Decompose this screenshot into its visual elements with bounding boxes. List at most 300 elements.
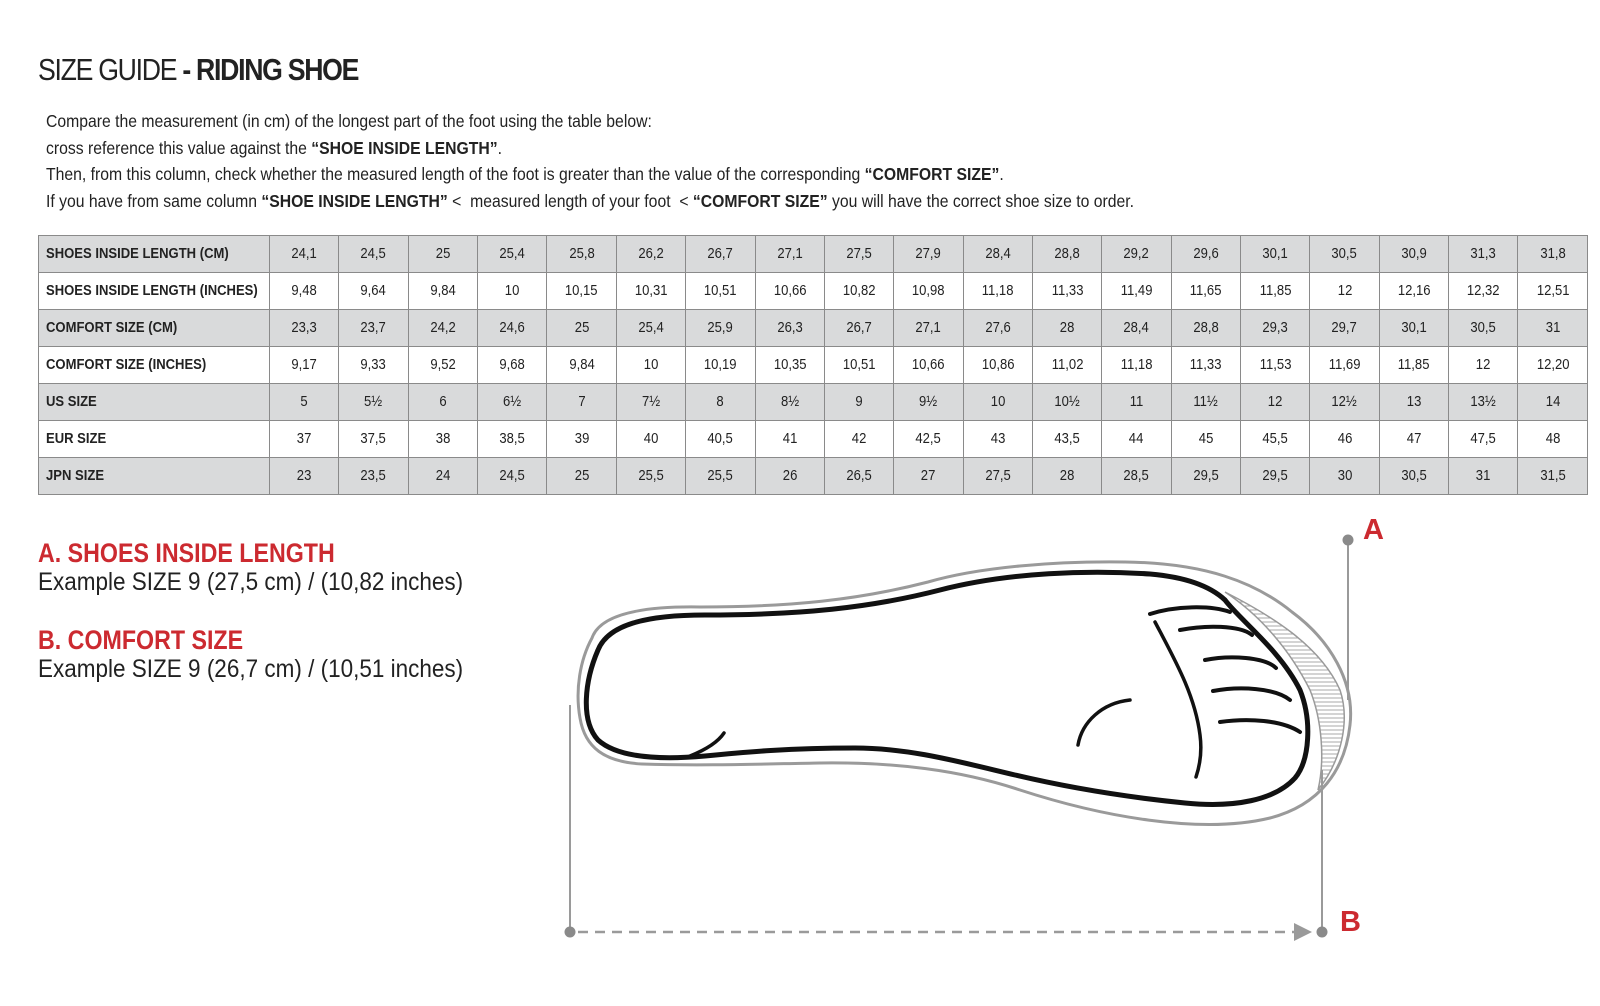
table-cell xyxy=(1379,421,1448,458)
cell-value: 38 xyxy=(435,431,451,447)
table-cell xyxy=(1241,310,1310,347)
cell-value: 8½ xyxy=(780,394,799,410)
row-label-text: SHOES INSIDE LENGTH (INCHES) xyxy=(46,283,258,299)
row-label xyxy=(39,347,270,384)
cell-value: 6½ xyxy=(503,394,522,410)
row-label-text: COMFORT SIZE (INCHES) xyxy=(46,357,207,373)
cell-value: 24,1 xyxy=(291,246,317,262)
table-cell xyxy=(339,421,408,458)
cell-value: 10 xyxy=(504,283,520,299)
cell-value: 29,5 xyxy=(1262,468,1288,484)
cell-value: 31 xyxy=(1545,320,1560,336)
cell-value: 27 xyxy=(921,468,936,484)
table-cell xyxy=(547,347,616,384)
table-cell xyxy=(408,421,477,458)
table-cell xyxy=(1310,273,1379,310)
cell-value: 10,66 xyxy=(912,357,945,373)
cell-value: 48 xyxy=(1545,431,1560,447)
cell-value: 5½ xyxy=(364,394,383,410)
cell-value: 23,3 xyxy=(291,320,317,336)
label-b-comfort-size: B. COMFORT SIZE xyxy=(38,625,244,655)
table-cell xyxy=(1032,458,1101,495)
table-cell xyxy=(755,273,824,310)
cell-value: 26,2 xyxy=(638,246,664,262)
cell-value: 24,5 xyxy=(360,246,387,262)
cell-value: 10½ xyxy=(1054,394,1080,410)
table-row xyxy=(39,310,1588,347)
table-cell xyxy=(478,458,547,495)
table-cell xyxy=(408,236,477,273)
cell-value: 9,84 xyxy=(568,357,595,373)
table-cell xyxy=(1310,347,1379,384)
table-cell xyxy=(547,421,616,458)
row-label xyxy=(39,236,270,273)
table-cell xyxy=(1518,273,1588,310)
point-a xyxy=(1343,535,1354,546)
table-cell xyxy=(1310,421,1379,458)
cell-value: 9,17 xyxy=(291,357,317,373)
toe-line xyxy=(1150,607,1230,614)
table-cell xyxy=(1379,236,1448,273)
table-cell xyxy=(1171,458,1240,495)
table-cell xyxy=(547,458,616,495)
cell-value: 7½ xyxy=(641,394,661,410)
cell-value: 14 xyxy=(1545,394,1560,410)
size-table xyxy=(38,235,1588,495)
table-cell xyxy=(478,347,547,384)
table-cell xyxy=(1032,273,1101,310)
table-cell xyxy=(1032,236,1101,273)
table-cell xyxy=(1518,384,1588,421)
table-cell xyxy=(1241,236,1310,273)
instruction-text: < measured length of your foot < xyxy=(447,190,693,211)
cell-value: 37,5 xyxy=(360,431,387,447)
table-cell xyxy=(408,273,477,310)
table-cell xyxy=(1518,347,1588,384)
table-cell xyxy=(1449,347,1518,384)
table-cell xyxy=(270,236,339,273)
table-cell xyxy=(755,347,824,384)
table-cell xyxy=(478,273,547,310)
cell-value: 9,84 xyxy=(430,283,456,299)
table-cell xyxy=(1449,458,1518,495)
title-light: SIZE GUIDE xyxy=(38,52,177,87)
example-a: Example SIZE 9 (27,5 cm) / (10,82 inches) xyxy=(38,568,464,596)
cell-value: 30,1 xyxy=(1262,246,1288,262)
cell-value: 28,5 xyxy=(1123,468,1150,484)
table-cell xyxy=(963,384,1032,421)
table-cell xyxy=(270,310,339,347)
cell-value: 12,16 xyxy=(1397,283,1431,299)
table-cell xyxy=(894,384,963,421)
cell-value: 27,9 xyxy=(915,246,942,262)
table-cell xyxy=(1102,273,1171,310)
table-cell xyxy=(1171,310,1240,347)
table-cell xyxy=(1032,421,1101,458)
cell-value: 12,51 xyxy=(1536,283,1570,299)
row-label-text: JPN SIZE xyxy=(46,468,105,484)
table-cell xyxy=(1171,273,1240,310)
table-cell xyxy=(755,421,824,458)
table-cell xyxy=(894,310,963,347)
table-cell xyxy=(547,310,616,347)
table-cell xyxy=(755,384,824,421)
table-cell xyxy=(686,458,755,495)
table-cell xyxy=(894,236,963,273)
table-cell xyxy=(1102,458,1171,495)
point-heel xyxy=(565,927,576,938)
cell-value: 30,5 xyxy=(1331,246,1358,262)
table-cell xyxy=(270,458,339,495)
instruction-text: . xyxy=(999,164,1004,184)
cell-value: 11,49 xyxy=(1120,283,1153,299)
cell-value: 28,8 xyxy=(1054,246,1080,262)
cell-value: 13½ xyxy=(1470,394,1496,410)
instruction-text: you will have the correct shoe size to order. xyxy=(827,190,1135,211)
instruction-line xyxy=(46,108,1134,135)
table-cell xyxy=(1449,236,1518,273)
table-cell xyxy=(963,310,1032,347)
cell-value: 11,18 xyxy=(981,283,1014,299)
cell-value: 10,51 xyxy=(704,283,737,299)
cell-value: 25,4 xyxy=(499,246,525,262)
table-cell xyxy=(547,273,616,310)
cell-value: 12 xyxy=(1267,394,1283,410)
table-cell xyxy=(1241,458,1310,495)
table-cell xyxy=(616,384,685,421)
cell-value: 11,69 xyxy=(1328,357,1361,373)
cell-value: 11,02 xyxy=(1051,357,1083,373)
table-cell xyxy=(616,236,685,273)
table-cell xyxy=(270,347,339,384)
cell-value: 31,3 xyxy=(1470,246,1496,262)
cell-value: 10,35 xyxy=(773,357,807,373)
cell-value: 25,5 xyxy=(638,468,664,484)
table-cell xyxy=(616,273,685,310)
cell-value: 41 xyxy=(782,431,797,447)
sole-crease xyxy=(1155,622,1201,777)
table-row xyxy=(39,458,1588,495)
table-cell xyxy=(1518,310,1588,347)
table-cell xyxy=(824,384,893,421)
table-cell xyxy=(686,273,755,310)
table-cell xyxy=(1032,384,1101,421)
table-cell xyxy=(270,421,339,458)
page-title xyxy=(38,52,358,88)
cell-value: 10,98 xyxy=(912,283,945,299)
cell-value: 9 xyxy=(855,394,863,410)
cell-value: 12 xyxy=(1337,283,1352,299)
instruction-emphasis: “COMFORT SIZE” xyxy=(692,190,828,211)
marker-b: B xyxy=(1340,906,1361,938)
table-cell xyxy=(339,310,408,347)
table-cell xyxy=(824,273,893,310)
table-cell xyxy=(1379,347,1448,384)
cell-value: 11,33 xyxy=(1189,357,1222,373)
table-cell xyxy=(1310,236,1379,273)
cell-value: 9,64 xyxy=(360,283,387,299)
table-cell xyxy=(270,273,339,310)
table-cell xyxy=(339,236,408,273)
table-cell xyxy=(478,384,547,421)
cell-value: 31 xyxy=(1476,468,1491,484)
cell-value: 40,5 xyxy=(707,431,734,447)
table-cell xyxy=(1032,310,1101,347)
instruction-emphasis: “SHOE INSIDE LENGTH” xyxy=(311,137,498,158)
table-cell xyxy=(1171,347,1240,384)
table-cell xyxy=(1241,273,1310,310)
table-cell xyxy=(963,273,1032,310)
toe-line xyxy=(1205,657,1276,668)
cell-value: 27,5 xyxy=(985,468,1011,484)
cell-value: 10 xyxy=(643,357,659,373)
table-cell xyxy=(963,421,1032,458)
table-cell xyxy=(1379,458,1448,495)
table-cell xyxy=(1310,384,1379,421)
cell-value: 28,4 xyxy=(1123,320,1150,336)
cell-value: 13 xyxy=(1406,394,1422,410)
table-cell xyxy=(686,347,755,384)
instruction-line xyxy=(46,188,1134,215)
cell-value: 47 xyxy=(1406,431,1422,447)
table-row xyxy=(39,347,1588,384)
cell-value: 10,19 xyxy=(704,357,737,373)
instruction-text: . xyxy=(497,137,503,158)
table-cell xyxy=(408,310,477,347)
instruction-line xyxy=(46,135,1134,162)
table-cell xyxy=(1379,310,1448,347)
cell-value: 29,3 xyxy=(1262,320,1288,336)
cell-value: 40 xyxy=(643,431,659,447)
instruction-text: Compare the measurement (in cm) of the longest part of the foot using the table below: xyxy=(46,111,652,131)
cell-value: 27,6 xyxy=(985,320,1011,336)
row-label-text: COMFORT SIZE (CM) xyxy=(46,320,178,336)
cell-value: 39 xyxy=(574,431,589,447)
table-cell xyxy=(894,347,963,384)
cell-value: 24 xyxy=(435,468,451,484)
cell-value: 27,1 xyxy=(915,320,942,336)
cell-value: 10,31 xyxy=(634,283,668,299)
table-cell xyxy=(686,310,755,347)
row-label-text: EUR SIZE xyxy=(46,431,107,447)
table-cell xyxy=(963,458,1032,495)
instruction-emphasis: “SHOE INSIDE LENGTH” xyxy=(261,190,448,211)
table-cell xyxy=(478,421,547,458)
cell-value: 11,53 xyxy=(1259,357,1292,373)
table-cell xyxy=(1379,384,1448,421)
table-cell xyxy=(1102,384,1171,421)
instruction-text: Then, from this column, check whether the measured length of the foot is greater than the value of the corresponding xyxy=(46,164,865,184)
table-cell xyxy=(339,273,408,310)
cell-value: 11,65 xyxy=(1189,283,1222,299)
arrow-head-icon xyxy=(1294,923,1312,941)
cell-value: 9,33 xyxy=(360,357,387,373)
cell-value: 42 xyxy=(851,431,867,447)
cell-value: 30 xyxy=(1337,468,1352,484)
cell-value: 26,3 xyxy=(776,320,803,336)
table-row xyxy=(39,421,1588,458)
cell-value: 10 xyxy=(990,394,1006,410)
table-cell xyxy=(408,458,477,495)
cell-value: 30,9 xyxy=(1401,246,1427,262)
cell-value: 10,66 xyxy=(773,283,807,299)
cell-value: 11,85 xyxy=(1259,283,1292,299)
cell-value: 10,86 xyxy=(981,357,1015,373)
row-label-text: SHOES INSIDE LENGTH (CM) xyxy=(46,246,229,262)
table-cell xyxy=(1032,347,1101,384)
table-cell xyxy=(339,458,408,495)
cell-value: 26 xyxy=(782,468,797,484)
cell-value: 43,5 xyxy=(1054,431,1080,447)
cell-value: 43 xyxy=(990,431,1006,447)
table-cell xyxy=(1310,458,1379,495)
table-cell xyxy=(686,421,755,458)
cell-value: 29,5 xyxy=(1193,468,1219,484)
table-row xyxy=(39,384,1588,421)
table-cell xyxy=(270,384,339,421)
cell-value: 23,5 xyxy=(360,468,387,484)
table-cell xyxy=(1171,421,1240,458)
cell-value: 11½ xyxy=(1193,394,1219,410)
cell-value: 23 xyxy=(296,468,312,484)
cell-value: 8 xyxy=(716,394,724,410)
table-cell xyxy=(1102,347,1171,384)
table-row xyxy=(39,236,1588,273)
table-cell xyxy=(1310,310,1379,347)
cell-value: 25,9 xyxy=(707,320,734,336)
cell-value: 9,52 xyxy=(430,357,456,373)
row-label xyxy=(39,458,270,495)
cell-value: 28,4 xyxy=(985,246,1011,262)
table-cell xyxy=(1449,421,1518,458)
table-cell xyxy=(616,421,685,458)
cell-value: 30,5 xyxy=(1470,320,1496,336)
table-cell xyxy=(1241,421,1310,458)
table-cell xyxy=(963,347,1032,384)
table-cell xyxy=(963,236,1032,273)
cell-value: 6 xyxy=(439,394,447,410)
instructions xyxy=(46,108,1134,214)
cell-value: 29,7 xyxy=(1331,320,1358,336)
table-cell xyxy=(1518,458,1588,495)
table-cell xyxy=(1171,236,1240,273)
table-cell xyxy=(1449,310,1518,347)
table-cell xyxy=(339,347,408,384)
table-cell xyxy=(616,347,685,384)
table-cell xyxy=(1379,273,1448,310)
cell-value: 28 xyxy=(1059,468,1075,484)
table-cell xyxy=(894,273,963,310)
row-label xyxy=(39,310,270,347)
cell-value: 30,1 xyxy=(1401,320,1427,336)
cell-value: 25 xyxy=(574,320,589,336)
cell-value: 30,5 xyxy=(1401,468,1427,484)
cell-value: 26,7 xyxy=(846,320,872,336)
table-cell xyxy=(1518,421,1588,458)
table-cell xyxy=(547,236,616,273)
cell-value: 12½ xyxy=(1331,394,1358,410)
cell-value: 24,5 xyxy=(499,468,525,484)
table-cell xyxy=(894,458,963,495)
cell-value: 11,33 xyxy=(1051,283,1083,299)
instruction-line xyxy=(46,161,1134,188)
cell-value: 10,82 xyxy=(842,283,876,299)
table-cell xyxy=(1241,384,1310,421)
cell-value: 7 xyxy=(577,394,586,410)
table-cell xyxy=(824,421,893,458)
table-cell xyxy=(616,310,685,347)
table-cell xyxy=(755,236,824,273)
table-cell xyxy=(1449,384,1518,421)
table-cell xyxy=(408,384,477,421)
cell-value: 11,85 xyxy=(1398,357,1430,373)
table-cell xyxy=(339,384,408,421)
cell-value: 46 xyxy=(1337,431,1352,447)
point-b xyxy=(1317,927,1328,938)
cell-value: 11,18 xyxy=(1120,357,1153,373)
cell-value: 28,8 xyxy=(1193,320,1219,336)
ball-of-foot-line xyxy=(1078,700,1130,745)
cell-value: 26,7 xyxy=(707,246,734,262)
cell-value: 31,8 xyxy=(1540,246,1566,262)
table-cell xyxy=(755,458,824,495)
cell-value: 29,2 xyxy=(1123,246,1150,262)
cell-value: 5 xyxy=(300,394,308,410)
toe-line xyxy=(1180,627,1252,635)
table-cell xyxy=(755,310,824,347)
cell-value: 26,5 xyxy=(846,468,872,484)
table-cell xyxy=(824,236,893,273)
instruction-text: If you have from same column xyxy=(46,190,262,211)
table-cell xyxy=(894,421,963,458)
size-table-body xyxy=(39,236,1588,495)
marker-a: A xyxy=(1363,514,1384,546)
cell-value: 25,4 xyxy=(638,320,664,336)
cell-value: 24,6 xyxy=(499,320,525,336)
table-cell xyxy=(547,384,616,421)
cell-value: 9½ xyxy=(919,394,938,410)
table-cell xyxy=(824,458,893,495)
cell-value: 28 xyxy=(1059,320,1075,336)
cell-value: 12,32 xyxy=(1466,283,1500,299)
cell-value: 27,5 xyxy=(846,246,872,262)
title-bold: - RIDING SHOE xyxy=(182,52,359,87)
cell-value: 12 xyxy=(1476,357,1491,373)
cell-value: 44 xyxy=(1129,431,1144,447)
table-cell xyxy=(408,347,477,384)
cell-value: 37 xyxy=(296,431,312,447)
table-cell xyxy=(478,236,547,273)
cell-value: 23,7 xyxy=(360,320,387,336)
table-row xyxy=(39,273,1588,310)
row-label xyxy=(39,384,270,421)
example-b: Example SIZE 9 (26,7 cm) / (10,51 inches) xyxy=(38,655,464,683)
table-cell xyxy=(478,310,547,347)
table-cell xyxy=(616,458,685,495)
table-cell xyxy=(1102,236,1171,273)
row-label xyxy=(39,273,270,310)
foot-measurement-diagram xyxy=(560,520,1400,960)
table-cell xyxy=(824,347,893,384)
instruction-emphasis: “COMFORT SIZE” xyxy=(864,164,1000,184)
toe-line xyxy=(1213,688,1290,700)
instruction-text: cross reference this value against the xyxy=(46,137,312,158)
table-cell xyxy=(1102,310,1171,347)
cell-value: 10,15 xyxy=(565,283,598,299)
toe-line xyxy=(1220,720,1300,732)
table-cell xyxy=(1518,236,1588,273)
cell-value: 25,8 xyxy=(568,246,595,262)
